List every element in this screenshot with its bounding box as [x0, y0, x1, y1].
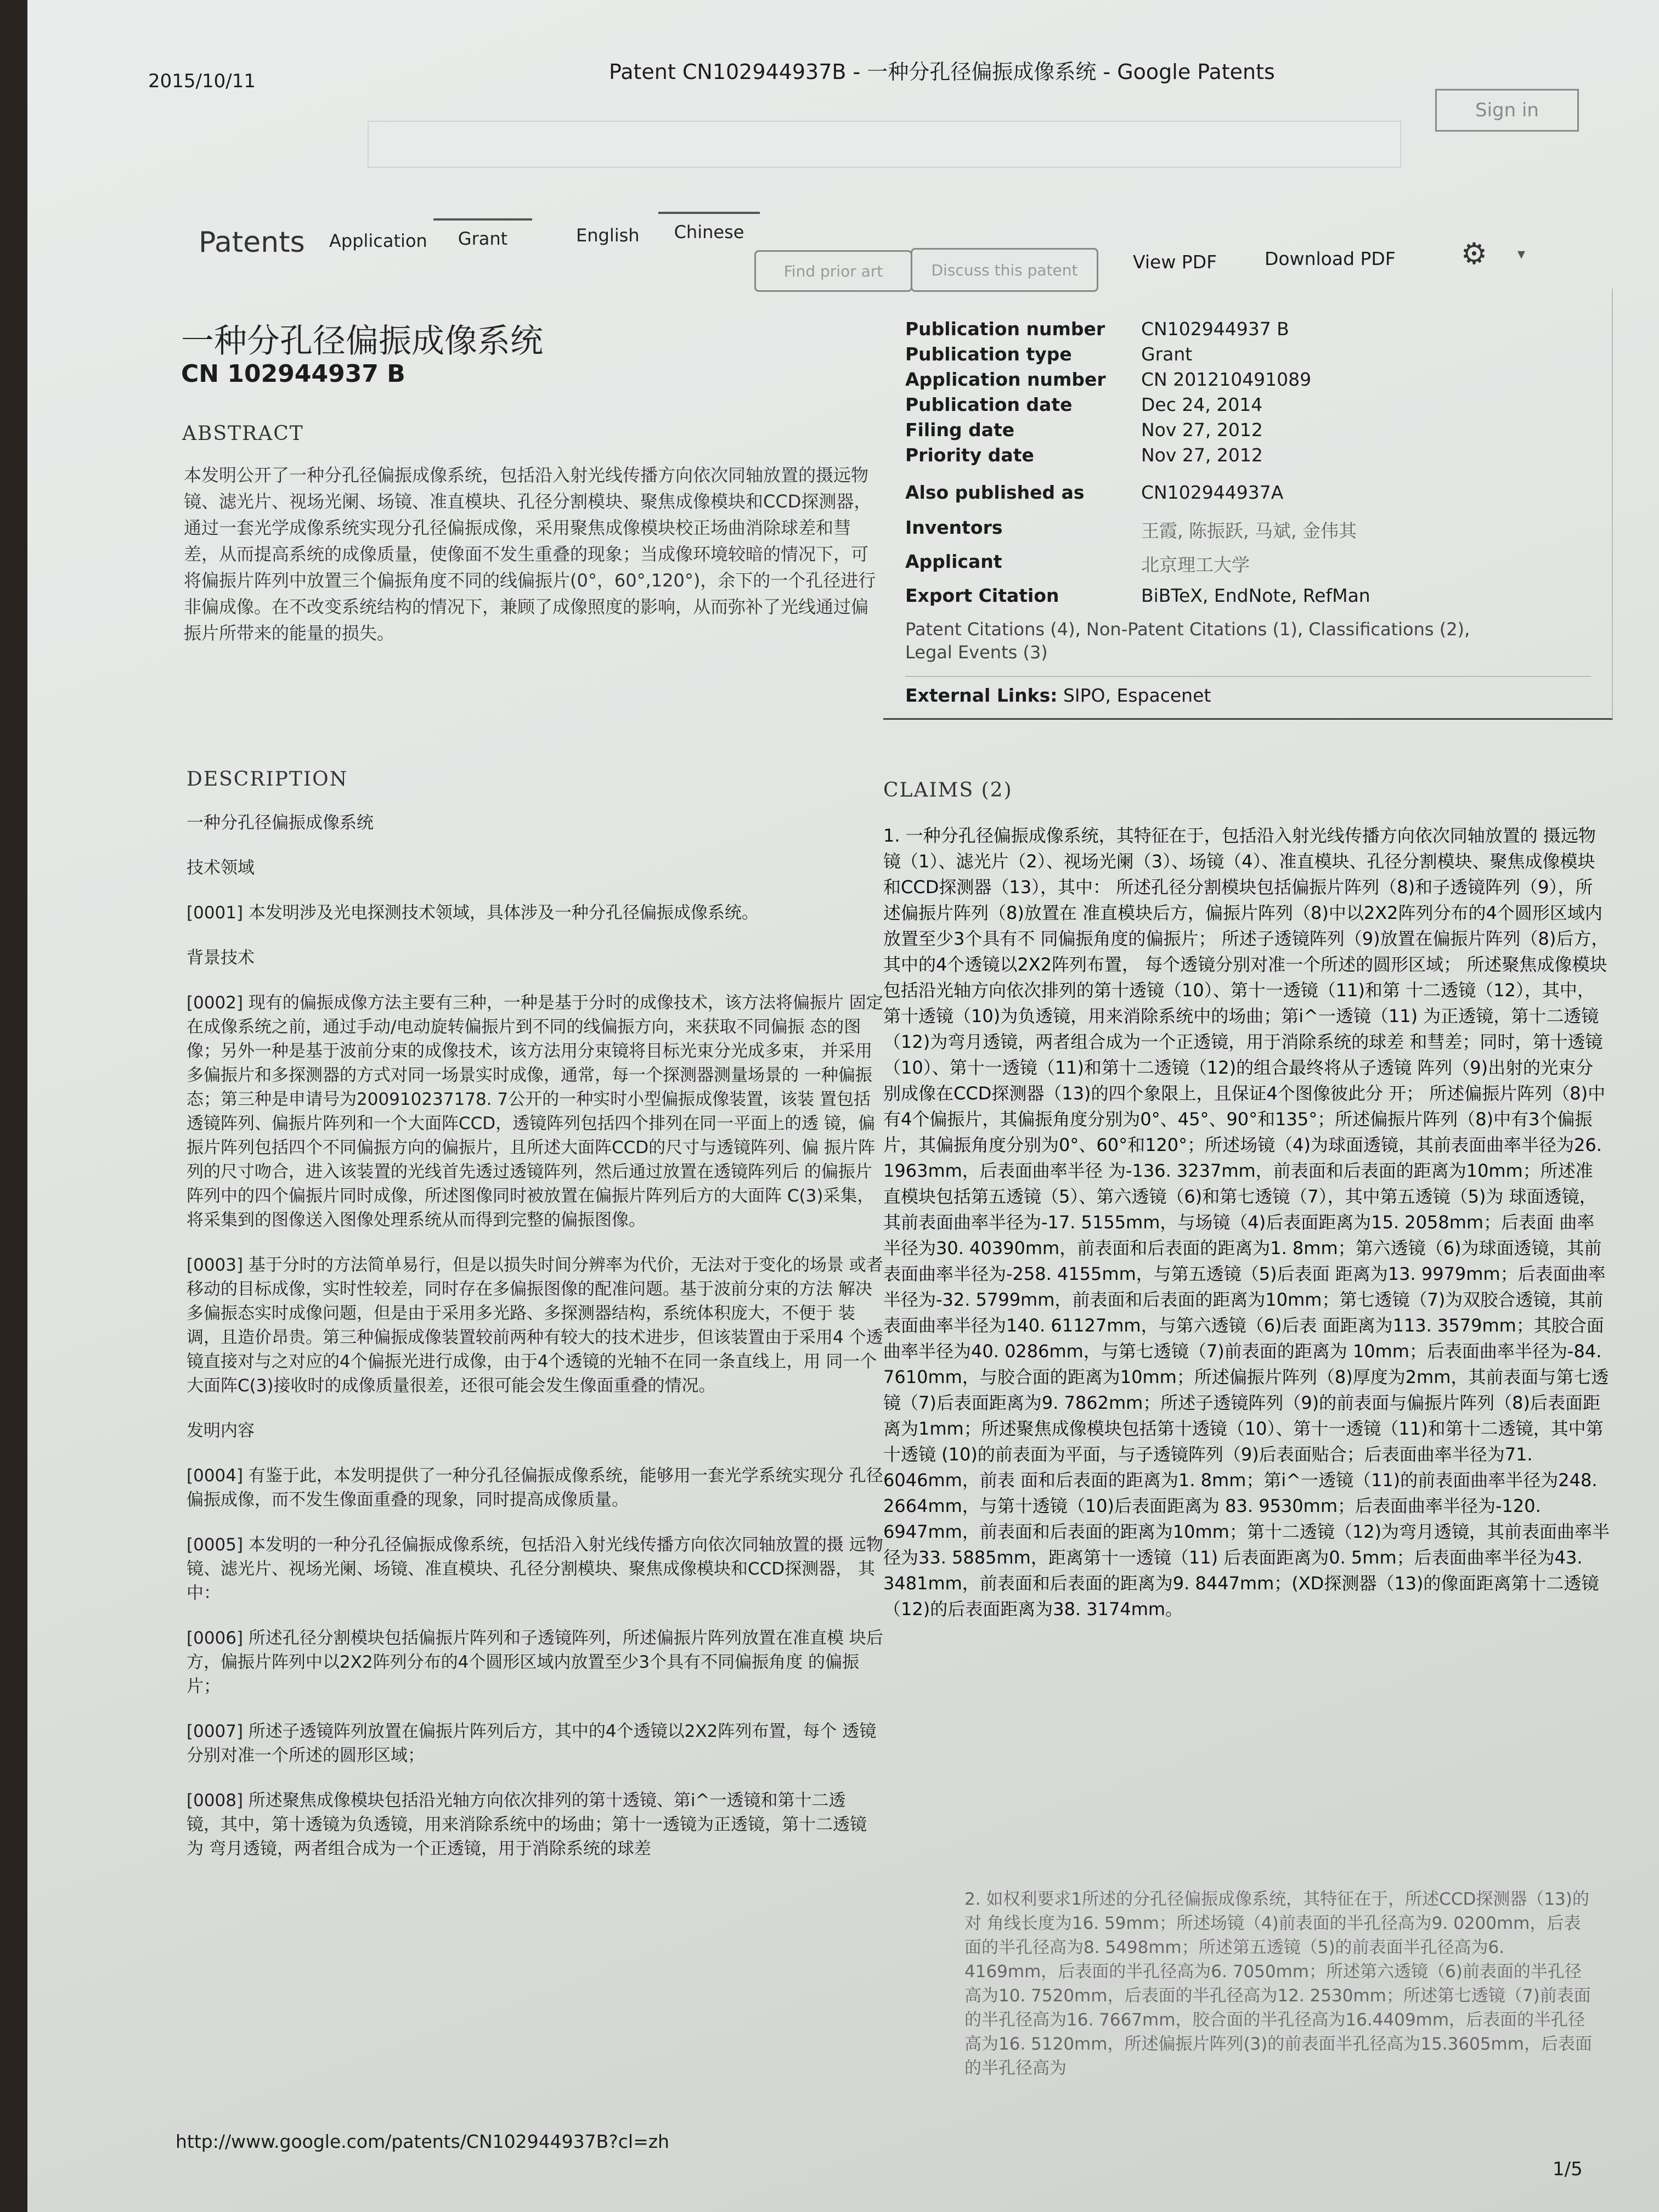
- section-invention: 发明内容: [187, 1421, 255, 1441]
- patent-title: 一种分孔径偏振成像系统: [181, 322, 543, 360]
- meta-row-filing-date: Filing date Nov 27, 2012: [905, 419, 1263, 441]
- meta-row-pub-number: Publication number CN102944937 B: [905, 318, 1289, 340]
- citation-links: Patent Citations (4), Non-Patent Citations (1), Classifications (2), Legal Events (3): [905, 619, 1470, 663]
- non-patent-citations-link[interactable]: Non-Patent Citations (1): [1086, 619, 1297, 640]
- claim-1: 1. 一种分孔径偏振成像系统，其特征在于，包括沿入射光线传播方向依次同轴放置的 摄远物镜（1）、滤光片（2）、视场光阑（3）、场镜（4）、准直模块、孔径分割模块、聚焦成像模块 和CCD探测器（13），其中： 所述孔径分割模块包括偏振片阵列（8)和子透镜阵列（9），所述偏振片阵列（8)放置在 准直模块后方，偏振片阵列（8)中以2X2阵列分布的4个圆形区域内放置至少3个具有不 同偏振角度的偏振片； 所述子透镜阵列（9)放置在偏振片阵列（8)后方，其中的4个透镜以2X2阵列布置， 每个透镜分别对准一个所述的圆形区域； 所述聚焦成像模块包括沿光轴方向依次排列的第十透镜（10）、第十一透镜（11)和第 十二透镜（12），其中，第十透镜（10)为负透镜，用来消除系统中的场曲；第i^一透镜（11) 为正透镜，第十二透镜（12)为弯月透镜，两者组合成为一个正透镜，用于消除系统的球差 和彗差；同时，第十透镜（10）、第十一透镜（11)和第十二透镜（12)的组合最终将从子透镜 阵列（9)出射的光束分别成像在CCD探测器（13)的四个象限上，且保证4个图像彼此分 开； 所述偏振片阵列（8)中有4个偏振片，其偏振角度分别为0°、45°、90°和135°；所述偏振片阵列（8)中有3个偏振片，其偏振角度分别为0°、60°和120°；所述场镜（4)为球面透镜，其前表面曲率半径为26. 1963mm，后表面曲率半径 为-136. 3237mm，前表面和后表面的距离为10mm；所述准直模块包括第五透镜（5）、第六透镜（6)和第七透镜（7），其中第五透镜（5)为 球面透镜，其前表面曲率半径为-17. 5155mm，与场镜（4)后表面距离为15. 2058mm；后表面 曲率半径为30. 40390mm，前表面和后表面的距离为1. 8mm；第六透镜（6)为球面透镜，其前表面曲率半径为-258. 4155mm，与第五透镜（5)后表面 距离为13. 9979mm；后表面曲率半径为-32. 5799mm，前表面和后表面的距离为10mm；第七透镜（7)为双胶合透镜，其前表面曲率半径为140. 61127mm，与第六透镜（6)后表 面距离为113. 3579mm；其胶合面曲率半径为40. 0286mm，与第七透镜（7)前表面的距离为 10mm；后表面曲率半径为-84. 7610mm，与胶合面的距离为10mm；所述偏振片阵列（8)厚度为2mm，其前表面与第七透镜（7)后表面距离为9. 7862mm；所述子透镜阵列（9)的前表面与偏振片阵列（8)后表面距离为1mm；所述聚焦成像模块包括第十透镜（10）、第十一透镜（11)和第十二透镜，其中第十透镜 (10)的前表面为平面，与子透镜阵列（9)后表面贴合；后表面曲率半径为71. 6046mm，前表 面和后表面的距离为1. 8mm；第i^一透镜（11)的前表面曲率半径为248. 2664mm，与第十透镜（10)后表面距离为 83. 9530mm；后表面曲率半径为-120. 6947mm，前表面和后表面的距离为10mm；第十二透镜（12)为弯月透镜，其前表面曲率半径为33. 5885mm，距离第十一透镜（11) 后表面距离为0. 5mm；后表面曲率半径为43. 3481mm，前表面和后表面的距离为9. 8447mm；(XD探测器（13)的像面距离第十二透镜（12)的后表面距离为38. 3174mm。: [883, 825, 1610, 1620]
- claims-body: [883, 823, 1610, 1622]
- patent-citations-link[interactable]: Patent Citations (4): [905, 619, 1075, 640]
- export-endnote-link[interactable]: EndNote: [1214, 585, 1291, 606]
- tab-chinese[interactable]: Chinese: [658, 212, 760, 242]
- paragraph-0003: [0003] 基于分时的方法简单易行，但是以损失时间分辨率为代价，无法对于变化的场景 或者移动的目标成像，实时性较差，同时存在多偏振图像的配准问题。基于波前分束的方法 解决多偏振态实时成像问题，但是由于采用多光路、多探测器结构，系统体积庞大，不便于 装调，且造价昂贵。第三种偏振成像装置较前两种有较大的技术进步，但该装置由于采用4 个透镜直接对与之对应的4个偏振光进行成像，由于4个透镜的光轴不在同一条直线上，用 同一个大面阵C(3)接收时的成像质量很差，还很可能会发生像面重叠的情况。: [187, 1255, 883, 1396]
- meta-row-pub-type: Publication type Grant: [905, 343, 1193, 365]
- paragraph-0008: [0008] 所述聚焦成像模块包括沿光轴方向依次排列的第十透镜、第i^一透镜和第十二透 镜，其中，第十透镜为负透镜，用来消除系统中的场曲；第十一透镜为正透镜，第十二透镜为 弯月透镜，两者组合成为一个正透镜，用于消除系统的球差: [187, 1791, 867, 1859]
- page-title: Patent CN102944937B - 一种分孔径偏振成像系统 - Google Patents: [609, 60, 1275, 84]
- paragraph-0005: [0005] 本发明的一种分孔径偏振成像系统，包括沿入射光线传播方向依次同轴放置的摄 远物镜、滤光片、视场光阑、场镜、准直模块、孔径分割模块、聚焦成像模块和CCD探测器， 其 中：: [187, 1535, 883, 1603]
- meta-row-inventors: Inventors 王霞, 陈振跃, 马斌, 金伟其: [905, 517, 1357, 541]
- section-tech-field: 技术领域: [187, 858, 255, 878]
- legal-events-link[interactable]: Legal Events (3): [905, 642, 1048, 663]
- paragraph-0001: [0001] 本发明涉及光电探测技术领域，具体涉及一种分孔径偏振成像系统。: [187, 903, 759, 923]
- view-pdf-link[interactable]: View PDF: [1133, 251, 1217, 273]
- claims-heading: CLAIMS (2): [883, 779, 1013, 802]
- meta-row-applicant: Applicant 北京理工大学: [905, 551, 1250, 575]
- search-input[interactable]: [368, 121, 1401, 168]
- paragraph-0002: [0002] 现有的偏振成像方法主要有三种，一种是基于分时的成像技术，该方法将偏振片 固定在成像系统之前，通过手动/电动旋转偏振片到不同的线偏振方向，来获取不同偏振 态的图像；另外一种是基于波前分束的成像技术，该方法用分束镜将目标光束分光成多束， 并采用多偏振片和多探测器的方式对同一场景实时成像，通常，每一个探测器测量场景的 一种偏振态；第三种是申请号为200910237178. 7公开的一种实时小型偏振成像装置，该装 置包括透镜阵列、偏振片阵列和一个大面阵CCD，透镜阵列包括四个排列在同一平面上的透 镜，偏振片阵列包括四个不同偏振方向的偏振片，且所述大面阵CCD的尺寸与透镜阵列、偏 振片阵列的尺寸吻合，进入该装置的光线首先透过透镜阵列，然后通过放置在透镜阵列后 的偏振片阵列中的四个偏振片同时成像，所述图像同时被放置在偏振片阵列后方的大面阵 C(3)采集，将采集到的图像送入图像处理系统从而得到完整的偏振图像。: [187, 993, 883, 1230]
- patents-brand[interactable]: Patents: [199, 226, 305, 259]
- find-prior-art-button[interactable]: Find prior art: [754, 250, 912, 292]
- paragraph-0006: [0006] 所述孔径分割模块包括偏振片阵列和子透镜阵列，所述偏振片阵列放置在准直模 块后方，偏振片阵列中以2X2阵列分布的4个圆形区域内放置至少3个具有不同偏振角度 的偏振片；: [187, 1628, 883, 1696]
- export-refman-link[interactable]: RefMan: [1302, 585, 1370, 606]
- chevron-down-icon[interactable]: ▾: [1517, 245, 1526, 263]
- meta-row-priority-date: Priority date Nov 27, 2012: [905, 444, 1263, 466]
- tab-application[interactable]: Application: [329, 230, 427, 251]
- print-date: 2015/10/11: [148, 70, 256, 92]
- meta-row-pub-date: Publication date Dec 24, 2014: [905, 394, 1263, 415]
- claim-2: 2. 如权利要求1所述的分孔径偏振成像系统，其特征在于，所述CCD探测器（13)的对 角线长度为16. 59mm；所述场镜（4)前表面的半孔径高为9. 0200mm，后表面的半孔径高为8. 5498mm；所述第五透镜（5)的前表面半孔径高为6. 4169mm，后表面的半孔径高为6. 7050mm；所述第六透镜（6)前表面的半孔径高为10. 7520mm，后表面的半孔径高为12. 2530mm；所述第七透镜（7)前表面的半孔径高为16. 7667mm，胶合面的半孔径高为16.4409mm，后表面的半孔径高为16. 5120mm，所述偏振片阵列(3)的前表面半孔径高为15.3605mm，后表面的半孔径高为: [964, 1889, 1592, 2078]
- paragraph-0004: [0004] 有鉴于此，本发明提供了一种分孔径偏振成像系统，能够用一套光学系统实现分 孔径偏振成像，而不发生像面重叠的现象，同时提高成像质量。: [187, 1466, 883, 1510]
- section-background: 背景技术: [187, 948, 255, 968]
- description-title-line: 一种分孔径偏振成像系统: [187, 813, 374, 833]
- external-links: External Links: SIPO, Espacenet: [905, 685, 1211, 706]
- tab-grant[interactable]: Grant: [433, 218, 532, 249]
- sipo-link[interactable]: SIPO: [1063, 685, 1105, 706]
- gear-icon[interactable]: ⚙: [1460, 236, 1488, 271]
- printed-page: [27, 0, 1659, 2212]
- patent-number: CN 102944937 B: [181, 360, 405, 388]
- abstract-text: 本发明公开了一种分孔径偏振成像系统，包括沿入射光线传播方向依次同轴放置的摄远物镜、滤光片、视场光阑、场镜、准直模块、孔径分割模块、聚焦成像模块和CCD探测器，通过一套光学成像系统实现分孔径偏振成像，采用聚焦成像模块校正场曲消除球差和彗差，从而提高系统的成像质量，使像面不发生重叠的现象；当成像环境较暗的情况下，可将偏振片阵列中放置三个偏振角度不同的线偏振片(0°，60°,120°)，余下的一个孔径进行非偏成像。在不改变系统结构的情况下，兼顾了成像照度的影响，从而弥补了光线通过偏振片所带来的能量的损失。: [184, 465, 876, 644]
- description-heading: DESCRIPTION: [187, 768, 348, 791]
- export-bibtex-link[interactable]: BiBTeX: [1141, 585, 1203, 606]
- meta-row-app-number: Application number CN 201210491089: [905, 369, 1312, 390]
- description-body: [187, 811, 883, 1882]
- tab-english[interactable]: English: [576, 225, 640, 246]
- sign-in-button[interactable]: Sign in: [1435, 89, 1579, 132]
- classifications-link[interactable]: Classifications (2): [1308, 619, 1465, 640]
- paragraph-0007: [0007] 所述子透镜阵列放置在偏振片阵列后方，其中的4个透镜以2X2阵列布置，每个 透镜分别对准一个所述的圆形区域；: [187, 1722, 877, 1765]
- footer-url: http://www.google.com/patents/CN102944937B?cl=zh: [176, 2131, 669, 2152]
- meta-row-also-published: Also published as CN102944937A: [905, 482, 1284, 503]
- download-pdf-link[interactable]: Download PDF: [1265, 248, 1396, 269]
- discuss-patent-button[interactable]: Discuss this patent: [911, 248, 1098, 292]
- meta-row-export: Export Citation BiBTeX, EndNote, RefMan: [905, 585, 1370, 606]
- metadata-panel: [883, 289, 1613, 720]
- meta-divider: [905, 676, 1591, 677]
- page-number: 1/5: [1553, 2158, 1583, 2180]
- espacenet-link[interactable]: Espacenet: [1116, 685, 1211, 706]
- abstract-heading: ABSTRACT: [182, 422, 304, 445]
